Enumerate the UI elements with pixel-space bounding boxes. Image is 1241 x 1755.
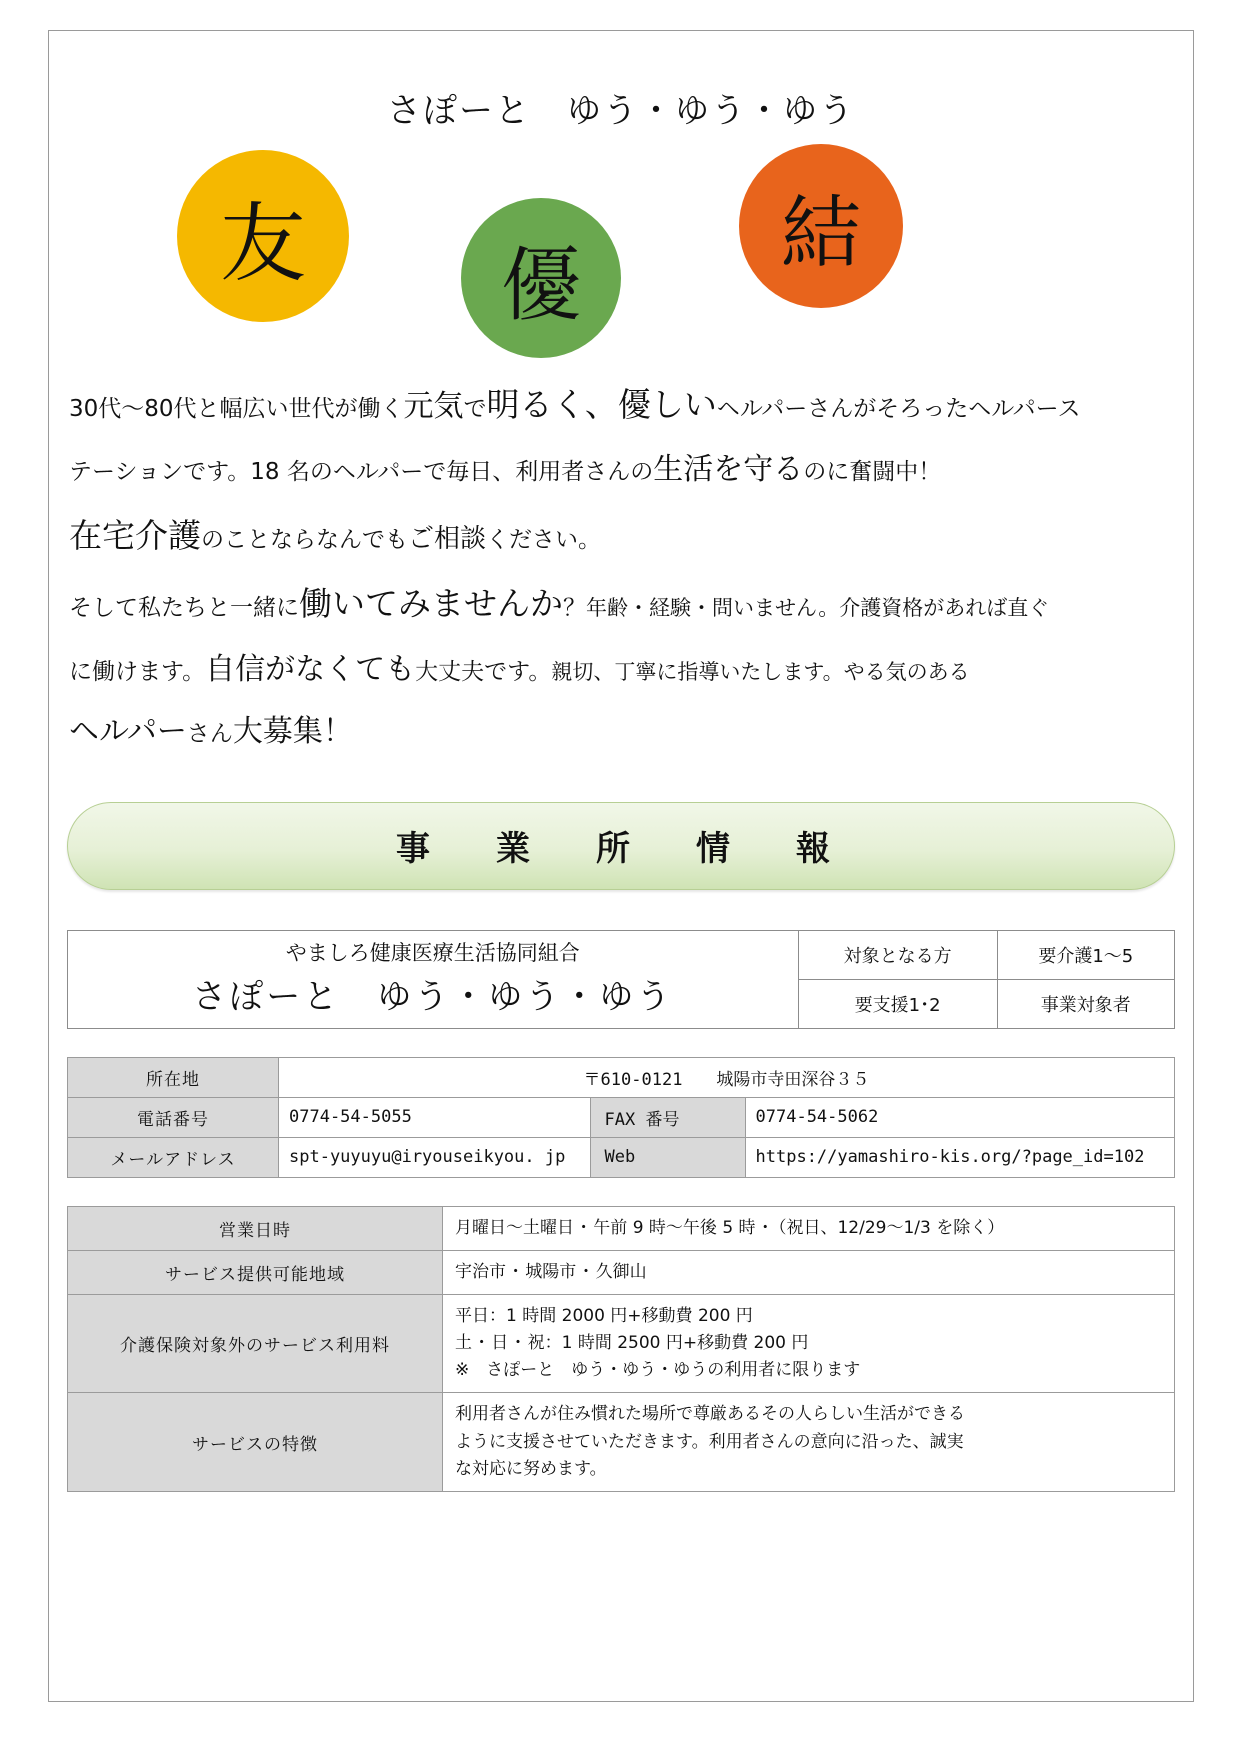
fax-label: FAX 番号 (590, 1097, 745, 1137)
info-line: 月曜日～土曜日 ･ 午前 9 時～午後 5 時 ･（祝日、12/29～1/3 を除く） (455, 1217, 1005, 1238)
info-label: サービス提供可能地域 (68, 1250, 443, 1294)
intro-line-3 (69, 504, 1173, 568)
logo-circles (49, 150, 1193, 365)
web-value[interactable]: https://yamashiro-kis.org/?page_id=102 (745, 1137, 1174, 1177)
info-line: ように支援させていただきます。利用者さんの意向に沿った、誠実 (455, 1431, 964, 1452)
tel-value: 0774-54-5055 (279, 1097, 591, 1137)
intro-line-1 (69, 373, 1173, 437)
info-value (443, 1206, 1175, 1250)
intro-span: 年齢・経験・問いません。介護資格があれば直ぐ (586, 596, 1050, 621)
info-label: 営業日時 (68, 1206, 443, 1250)
circle-tie: 結 (739, 144, 903, 308)
info-label: 介護保険対象外のサービス利用料 (68, 1294, 443, 1393)
intro-span: 生活を守る (653, 452, 804, 488)
intro-span: ください。 (486, 526, 602, 553)
info-line: 平日：1 時間 2000 円+移動費 200 円 (455, 1305, 753, 1326)
flyer-page (48, 30, 1194, 1702)
intro-span: 在宅介護 (69, 515, 201, 555)
office-name-table (67, 930, 1175, 1029)
intro-span: で (463, 396, 487, 422)
intro-span: 大募集！ (232, 714, 353, 750)
intro-span: のことならなんでも (201, 526, 408, 553)
table-row (68, 1097, 1175, 1137)
address-value: 〒610-0121 城陽市寺田深谷３５ (279, 1057, 1175, 1097)
target-value: 要介護1～5 (997, 930, 1174, 979)
mail-label: メールアドレス (68, 1137, 279, 1177)
table-row (68, 1137, 1175, 1177)
intro-span: 働いてみませんか (299, 584, 563, 624)
target-label: 対象となる方 (798, 930, 997, 979)
table-row (68, 1057, 1175, 1097)
intro-span: 親切、丁寧に指導いたします。やる気のある (551, 659, 970, 684)
web-label: Web (590, 1137, 745, 1177)
intro-span: ヘルパーさんがそろったヘルパース (716, 396, 1081, 422)
tel-label: 電話番号 (68, 1097, 279, 1137)
table-row (68, 1393, 1175, 1492)
table-row (68, 1206, 1175, 1250)
org-name: やましろ健康医療生活協同組合 (285, 940, 580, 965)
intro-line-4 (69, 572, 1173, 636)
table-row (68, 1294, 1175, 1393)
address-label: 所在地 (68, 1057, 279, 1097)
circle-kind: 優 (461, 198, 621, 358)
info-line: ※ さぽーと ゆう・ゆう・ゆうの利用者に限ります (455, 1360, 861, 1381)
intro-span: さん (186, 721, 233, 748)
mail-value[interactable]: spt-yuyuyu@iryouseikyou. jp (279, 1137, 591, 1177)
info-line: 利用者さんが住み慣れた場所で尊厳あるその人らしい生活ができる (455, 1404, 965, 1425)
intro-line-2 (69, 441, 1173, 500)
intro-line-5 (69, 641, 1173, 700)
office-name: さぽーと ゆう・ゆう・ゆう (192, 976, 674, 1017)
intro-span: 30代～80代と幅広い世代が働く (69, 396, 404, 422)
table-row (68, 930, 1175, 979)
intro-span: ご相談 (408, 523, 487, 554)
section-banner-office-info: 事 業 所 情 報 (67, 802, 1175, 890)
info-line: 宇治市 ･ 城陽市 ･ 久御山 (455, 1261, 647, 1282)
intro-span: 明るく、優しい (486, 385, 717, 424)
office-name-cell (68, 930, 799, 1028)
intro-span: そして私たちと一緒に (69, 595, 299, 622)
info-line: 土 ･ 日 ･ 祝：1 時間 2500 円+移動費 200 円 (455, 1333, 809, 1354)
intro-span: に働けます。 (69, 658, 206, 685)
info-line: な対応に努めます。 (455, 1458, 607, 1479)
circle-friend: 友 (177, 150, 349, 322)
service-info-table (67, 1206, 1175, 1493)
support-label: 要支援1･2 (798, 979, 997, 1028)
contact-table (67, 1057, 1175, 1178)
intro-line-6 (69, 703, 1173, 762)
intro-span: ヘルパー (69, 714, 187, 750)
intro-span: ？ (563, 595, 586, 622)
intro-text (67, 373, 1175, 762)
support-value: 事業対象者 (997, 979, 1174, 1028)
fax-value: 0774-54-5062 (745, 1097, 1174, 1137)
page-title: さぽーと ゆう・ゆう・ゆう (387, 91, 855, 131)
intro-span: 自信がなくても (205, 651, 416, 687)
info-value (443, 1393, 1175, 1492)
intro-span: 元気 (403, 389, 464, 424)
table-row (68, 1250, 1175, 1294)
info-value (443, 1250, 1175, 1294)
intro-span: のに奮闘中！ (803, 459, 942, 486)
intro-span: 大丈夫です。 (415, 658, 552, 685)
intro-span: テーションです。18 名のヘルパーで毎日、利用者さんの (69, 459, 654, 486)
info-value (443, 1294, 1175, 1393)
info-label: サービスの特徴 (68, 1393, 443, 1492)
